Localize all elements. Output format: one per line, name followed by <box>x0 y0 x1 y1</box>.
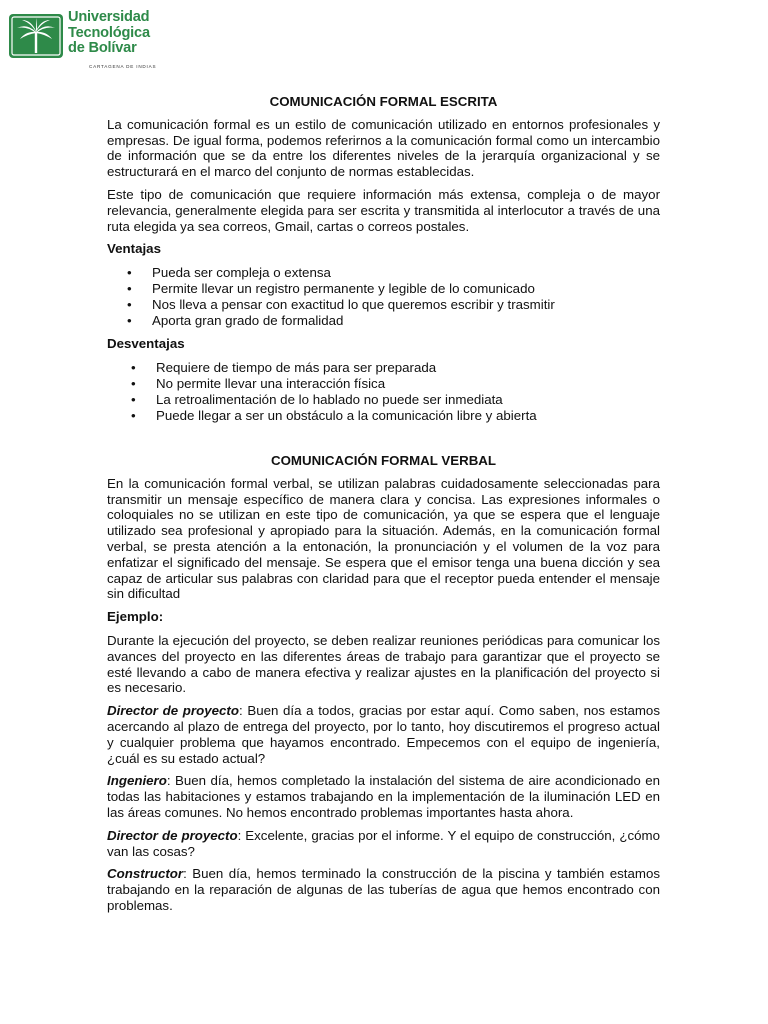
list-item: • Pueda ser compleja o extensa <box>107 265 660 281</box>
logo-subtitle: CARTAGENA DE INDIAS <box>89 64 157 69</box>
paragraph: La comunicación formal es un estilo de comunicación utilizado en entornos profesionales y empresas. De igual forma, podemos referirnos a la comunicación formal como un intercambio de información que se da entre los diferentes niveles de la jerarquía organizacional y se estructurará en el marco del conjunto de normas establecidas. <box>107 116 660 180</box>
list-item: • Requiere de tiempo de más para ser preparada <box>107 360 660 376</box>
dialogue-line <box>107 866 660 913</box>
logo-line-1: Universidad <box>68 9 150 25</box>
list-item: • Nos lleva a pensar con exactitud lo que queremos escribir y trasmitir <box>107 297 660 313</box>
dialogue-text: Buen día a todos, gracias por estar aquí. Como saben, nos estamos acercando al plazo de entrega del proyecto, por lo tanto, hoy discutiremos el progreso actual y cualquier problema que hayamos encontrado. Empecemos con el equipo de ingeniería, ¿cuál es su estado actual? <box>107 703 660 766</box>
speaker-name: Director de proyecto <box>107 703 239 719</box>
dialogue-text: Excelente, gracias por el informe. Y el equipo de construcción, ¿cómo van las cosas? <box>107 827 660 859</box>
university-logo <box>9 9 179 69</box>
list-item: • Permite llevar un registro permanente y legible de lo comunicado <box>107 281 660 297</box>
speaker-separator: : <box>166 773 175 789</box>
dialogue-line <box>107 773 660 820</box>
paragraph: En la comunicación formal verbal, se utilizan palabras cuidadosamente seleccionadas para transmitir un mensaje específico de manera clara y concisa. Las expresiones informales o coloquiales no se utilizan en este tipo de comunicación, ya que se espera que el lenguaje utilizado sea profesional y apropiado para la situación. Además, en la comunicación formal verbal, se presta atención a la entonación, la pronunciación y el volumen de la voz para enfatizar el significado del mensaje. Se espera que el emisor tenga una buena dicción y sea capaz de articular sus palabras con claridad para que el receptor pueda entender el mensaje sin dificultad <box>107 475 660 602</box>
speaker-name: Ingeniero <box>107 773 167 789</box>
list-desventajas <box>107 360 660 424</box>
paragraph: Durante la ejecución del proyecto, se deben realizar reuniones periódicas para comunicar los avances del proyecto en las diferentes áreas de trabajo para garantizar que el proyecto se esté llevando a cabo de manera efectiva y realizar ajustes en la planificación del proyecto si es necesario. <box>107 632 660 696</box>
dialogue-text: Buen día, hemos terminado la construcción de la piscina y también estamos trabajando en la reparación de algunas de las tuberías de agua que hemos encontrado con problemas. <box>107 866 661 913</box>
list-item: • Puede llegar a ser un obstáculo a la comunicación libre y abierta <box>107 408 660 424</box>
heading-ejemplo: Ejemplo: <box>107 609 164 625</box>
list-ventajas <box>107 265 660 329</box>
section-title-escrita: COMUNICACIÓN FORMAL ESCRITA <box>269 94 498 109</box>
university-name <box>68 10 150 57</box>
paragraph: Este tipo de comunicación que requiere información más extensa, compleja o de mayor relevancia, generalmente elegida para ser escrita y transmitida al interlocutor a través de una ruta elegida ya sea correos, Gmail, cartas o correos postales. <box>107 186 660 234</box>
logo-line-3: de Bolívar <box>68 40 137 57</box>
logo-line-2: Tecnológica <box>68 24 150 41</box>
list-item: • La retroalimentación de lo hablado no puede ser inmediata <box>107 392 660 408</box>
speaker-name: Constructor <box>107 866 184 882</box>
palm-tree-icon <box>9 14 63 58</box>
speaker-separator: : <box>238 703 248 719</box>
heading-ventajas: Ventajas <box>107 241 161 257</box>
dialogue-line <box>107 703 660 766</box>
list-item: • No permite llevar una interacción física <box>107 376 660 392</box>
section-spacer <box>107 431 660 453</box>
heading-desventajas: Desventajas <box>107 336 185 352</box>
speaker-separator: : <box>237 827 246 843</box>
list-item: • Aporta gran grado de formalidad <box>107 313 660 329</box>
speaker-name: Director de proyecto <box>107 827 238 843</box>
dialogue-line <box>107 828 660 860</box>
speaker-separator: : <box>183 866 193 882</box>
document-body <box>107 94 660 921</box>
dialogue-text: Buen día, hemos completado la instalación del sistema de aire acondicionado en todas las habitaciones y estamos trabajando en la implementación de la iluminación LED en las áreas comunes. No hemos encontrado problemas importantes hasta ahora. <box>107 773 660 820</box>
section-title-verbal: COMUNICACIÓN FORMAL VERBAL <box>270 452 497 468</box>
